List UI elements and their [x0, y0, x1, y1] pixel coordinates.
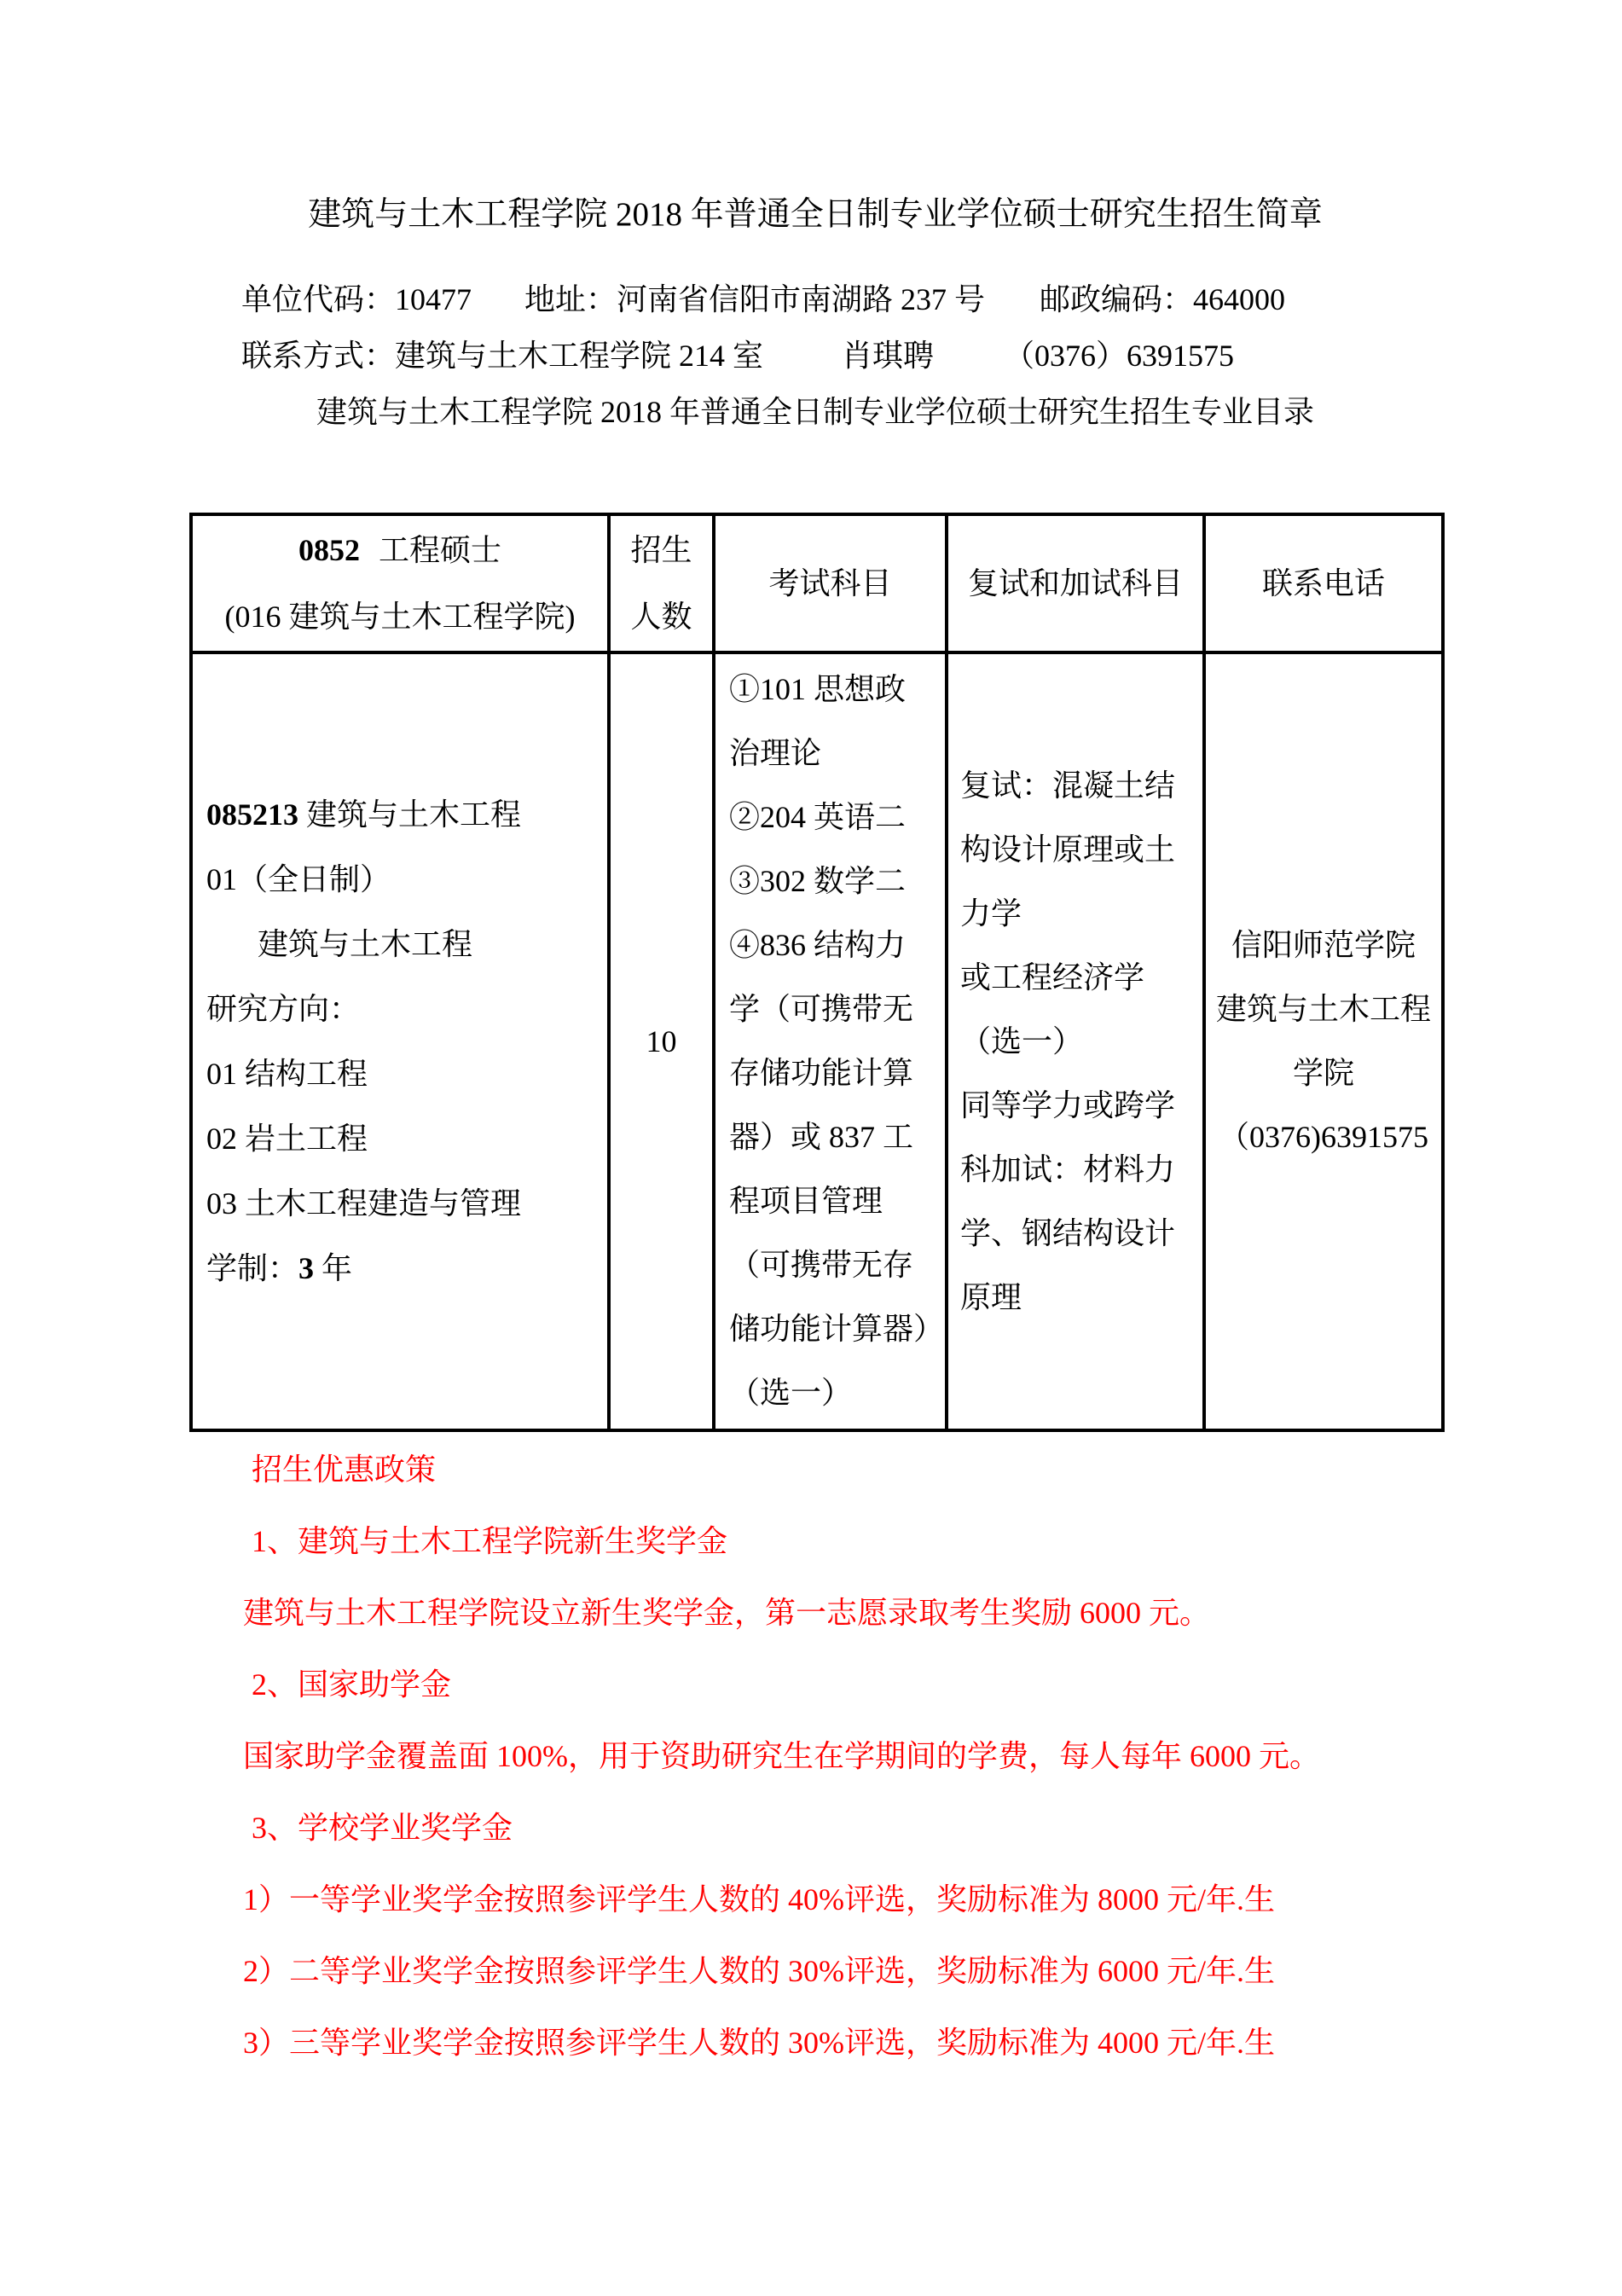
contact-phone-line: 学院	[1292, 1056, 1354, 1090]
policy-line: 2）二等学业奖学金按照参评学生人数的 30%评选，奖励标准为 6000 元/年.生	[243, 1954, 1275, 1988]
exam-subject-item: ④836 结构力学（可携带无存储功能计算器）或 837 工程项目管理（可携带无存储功能计算器）（选一）	[729, 928, 930, 1410]
header-program-code-name: 0852 工程硕士	[298, 533, 501, 567]
policy-line: 建筑与土木工程学院设立新生奖学金，第一志愿录取考生奖励 6000 元。	[243, 1596, 1211, 1630]
cell-major-info	[191, 652, 609, 1430]
study-duration: 学制：3 年	[206, 1251, 353, 1285]
policy-line: 3）三等学业奖学金按照参评学生人数的 30%评选，奖励标准为 4000 元/年.生	[243, 2026, 1275, 2060]
header-program-dept: (016 建筑与土木工程学院)	[224, 600, 576, 634]
table-body-row	[191, 652, 1443, 1430]
contact-info-line	[241, 328, 1441, 384]
policy-line: 2、国家助学金	[252, 1667, 452, 1702]
contact-phone-line: 信阳师范学院	[1231, 928, 1416, 962]
retest-subject-item: （选一）	[960, 1023, 1084, 1058]
policy-line: 招生优惠政策	[252, 1452, 437, 1487]
unit-code: 单位代码：10477	[241, 282, 472, 316]
direction-1: 01 结构工程	[206, 1057, 368, 1091]
postal-code: 邮政编码：464000	[1040, 282, 1286, 316]
contact-phone-line: 建筑与土木工程	[1216, 992, 1432, 1026]
retest-subject-item: 或工程经济学	[960, 960, 1145, 994]
address: 地址：河南省信阳市南湖路 237 号	[524, 282, 986, 316]
exam-subject-item: ②204 英语二	[729, 800, 907, 834]
admission-table	[189, 513, 1445, 1432]
contact-person: 肖琪聘	[842, 339, 935, 373]
cell-retest-subjects	[947, 652, 1204, 1430]
policy-line: 国家助学金覆盖面 100%，用于资助研究生在学期间的学费，每人每年 6000 元。	[243, 1739, 1320, 1773]
cell-exam-subjects	[714, 652, 947, 1430]
table-header-row	[191, 514, 1443, 652]
header-contact-phone: 联系电话	[1204, 514, 1443, 652]
retest-subject-item: 复试：混凝土结构设计原理或土力学	[960, 768, 1176, 931]
unit-info-line	[241, 271, 1441, 328]
contact-phone: （0376）6391575	[1004, 339, 1235, 373]
exam-subject-item: ③302 数学二	[729, 864, 907, 898]
exam-subject-item: ①101 思想政治理论	[729, 672, 907, 770]
major-name-repeat: 建筑与土木工程	[258, 927, 473, 961]
policy-line: 1）一等学业奖学金按照参评学生人数的 40%评选，奖励标准为 8000 元/年.生	[243, 1882, 1275, 1916]
direction-2: 02 岩土工程	[206, 1122, 368, 1156]
header-retest-subjects: 复试和加试科目	[947, 514, 1204, 652]
contact-phone-line: （0376)6391575	[1219, 1120, 1428, 1154]
direction-3: 03 土木工程建造与管理	[206, 1186, 522, 1220]
major-code-name: 085213 建筑与土木工程	[206, 797, 522, 832]
policy-line: 1、建筑与土木工程学院新生奖学金	[252, 1524, 728, 1558]
cell-contact-phone	[1204, 652, 1443, 1430]
major-fulltime: 01（全日制）	[206, 862, 391, 896]
header-enrollment: 招生 人数	[609, 514, 714, 652]
contact-address: 联系方式：建筑与土木工程学院 214 室	[241, 339, 764, 373]
policy-section	[189, 1434, 1441, 2079]
catalog-title: 建筑与土木工程学院 2018 年普通全日制专业学位硕士研究生招生专业目录	[316, 395, 1314, 429]
retest-subject-item: 同等学力或跨学科加试：材料力学、钢结构设计原理	[960, 1087, 1176, 1314]
page-title: 建筑与土木工程学院 2018 年普通全日制专业学位硕士研究生招生简章	[308, 196, 1323, 233]
header-program	[191, 514, 609, 652]
header-exam-subjects: 考试科目	[714, 514, 947, 652]
directions-label: 研究方向：	[206, 992, 361, 1026]
cell-enrollment-count: 10	[609, 652, 714, 1430]
policy-line: 3、学校学业奖学金	[252, 1811, 513, 1845]
